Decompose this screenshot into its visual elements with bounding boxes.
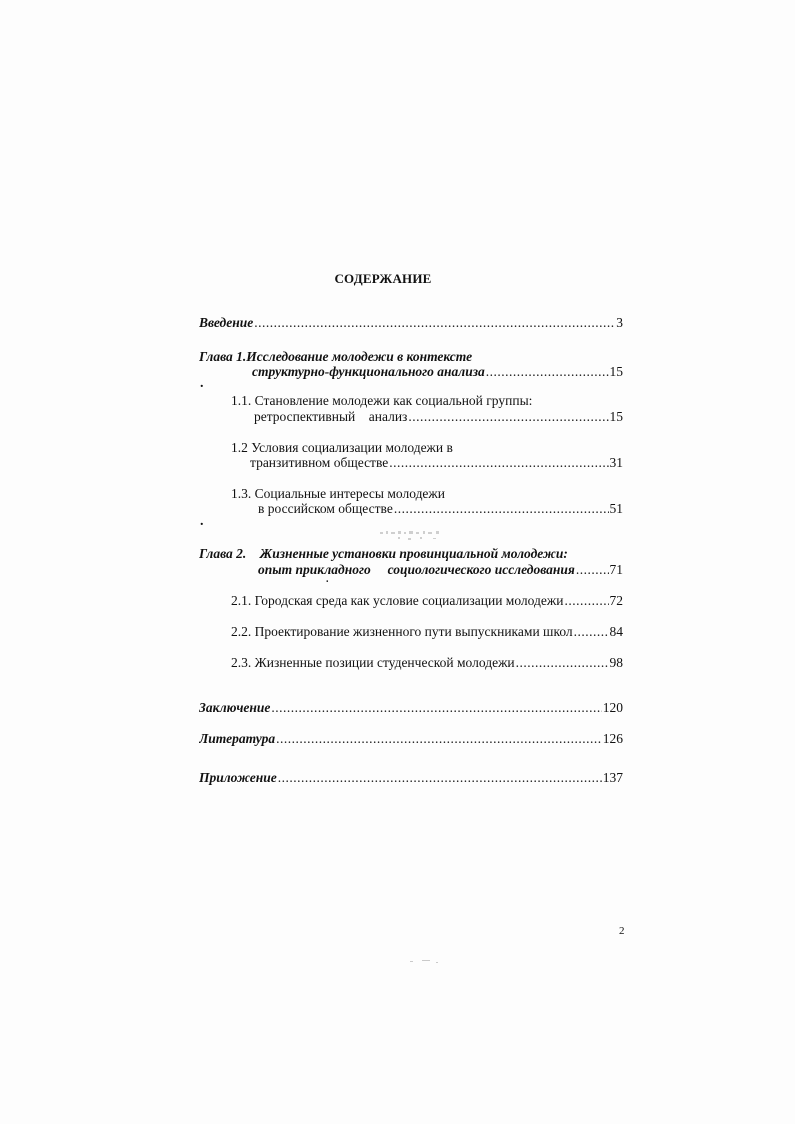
toc-section-2-2-label: 2.2. Проектирование жизненного пути выпускниками школ bbox=[231, 624, 573, 639]
toc-section-2-1-page: 72 bbox=[609, 593, 623, 608]
toc-chapter1-title-line2: структурно-функционального анализа bbox=[252, 364, 485, 379]
toc-entry-appendix[interactable] bbox=[199, 769, 623, 787]
dot-leader bbox=[564, 592, 608, 610]
toc-section-1-1-page: 15 bbox=[609, 409, 623, 424]
scan-smudge bbox=[378, 527, 463, 543]
toc-appendix-page: 137 bbox=[602, 770, 623, 785]
dot-leader bbox=[576, 561, 609, 579]
toc-chapter2-page: 71 bbox=[609, 562, 623, 577]
toc-appendix-label: Приложение bbox=[199, 770, 277, 785]
stray-mark: . bbox=[200, 514, 204, 529]
toc-entry-1-3[interactable] bbox=[258, 500, 623, 518]
toc-section-1-3-line2: в российском обществе bbox=[258, 501, 393, 516]
dot-leader bbox=[276, 730, 602, 748]
toc-section-2-3-label: 2.3. Жизненные позиции студенческой молодежи bbox=[231, 655, 515, 670]
toc-section-2-2-page: 84 bbox=[609, 624, 623, 639]
toc-chapter1-page: 15 bbox=[609, 364, 623, 379]
toc-literature-page: 126 bbox=[602, 731, 623, 746]
dot-leader bbox=[394, 500, 609, 518]
toc-section-1-2-line2: транзитивном обществе bbox=[250, 455, 389, 470]
stray-mark: . bbox=[200, 376, 204, 391]
page-number: 2 bbox=[619, 925, 625, 937]
toc-entry-chapter1[interactable] bbox=[252, 363, 623, 381]
toc-entry-2-1[interactable] bbox=[231, 592, 623, 610]
toc-section-2-1-label: 2.1. Городская среда как условие социализации молодежи bbox=[231, 593, 564, 608]
toc-chapter2-title-line1[interactable]: Глава 2. Жизненные установки провинциальной молодежи: bbox=[199, 546, 568, 561]
stray-mark: . bbox=[326, 574, 329, 585]
toc-section-2-3-page: 98 bbox=[609, 655, 623, 670]
dot-leader bbox=[408, 408, 608, 426]
toc-entry-intro[interactable] bbox=[199, 314, 623, 332]
toc-section-1-3-line1[interactable]: 1.3. Социальные интересы молодежи bbox=[231, 486, 445, 501]
toc-section-1-1-line1[interactable]: 1.1. Становление молодежи как социальной группы: bbox=[231, 393, 533, 408]
toc-chapter1-title-line1[interactable]: Глава 1.Исследование молодежи в контексте bbox=[199, 349, 473, 364]
toc-literature-label: Литература bbox=[199, 731, 276, 746]
dot-leader bbox=[574, 623, 609, 641]
toc-chapter2-title-line2: опыт прикладного социологического исследования bbox=[258, 562, 575, 577]
toc-section-1-1-line2: ретроспективный анализ bbox=[254, 409, 408, 424]
toc-entry-literature[interactable] bbox=[199, 730, 623, 748]
toc-conclusion-label: Заключение bbox=[199, 700, 271, 715]
page-title: СОДЕРЖАНИЕ bbox=[334, 271, 432, 286]
toc-section-1-2-page: 31 bbox=[609, 455, 623, 470]
toc-intro-label: Введение bbox=[199, 315, 254, 330]
dot-leader bbox=[278, 769, 602, 787]
toc-entry-conclusion[interactable] bbox=[199, 699, 623, 717]
dot-leader bbox=[516, 654, 609, 672]
toc-section-1-3-page: 51 bbox=[609, 501, 623, 516]
toc-entry-2-3[interactable] bbox=[231, 654, 623, 672]
toc-section-1-2-line1[interactable]: 1.2 Условия социализации молодежи в bbox=[231, 440, 453, 455]
dot-leader bbox=[254, 314, 615, 332]
scan-smudge bbox=[408, 958, 444, 966]
dot-leader bbox=[486, 363, 609, 381]
toc-intro-page: 3 bbox=[616, 315, 623, 330]
dot-leader bbox=[271, 699, 601, 717]
toc-entry-2-2[interactable] bbox=[231, 623, 623, 641]
toc-entry-chapter2[interactable] bbox=[258, 561, 623, 579]
dot-leader bbox=[389, 454, 608, 472]
toc-conclusion-page: 120 bbox=[602, 700, 623, 715]
toc-entry-1-1[interactable] bbox=[254, 408, 623, 426]
toc-entry-1-2[interactable] bbox=[250, 454, 623, 472]
